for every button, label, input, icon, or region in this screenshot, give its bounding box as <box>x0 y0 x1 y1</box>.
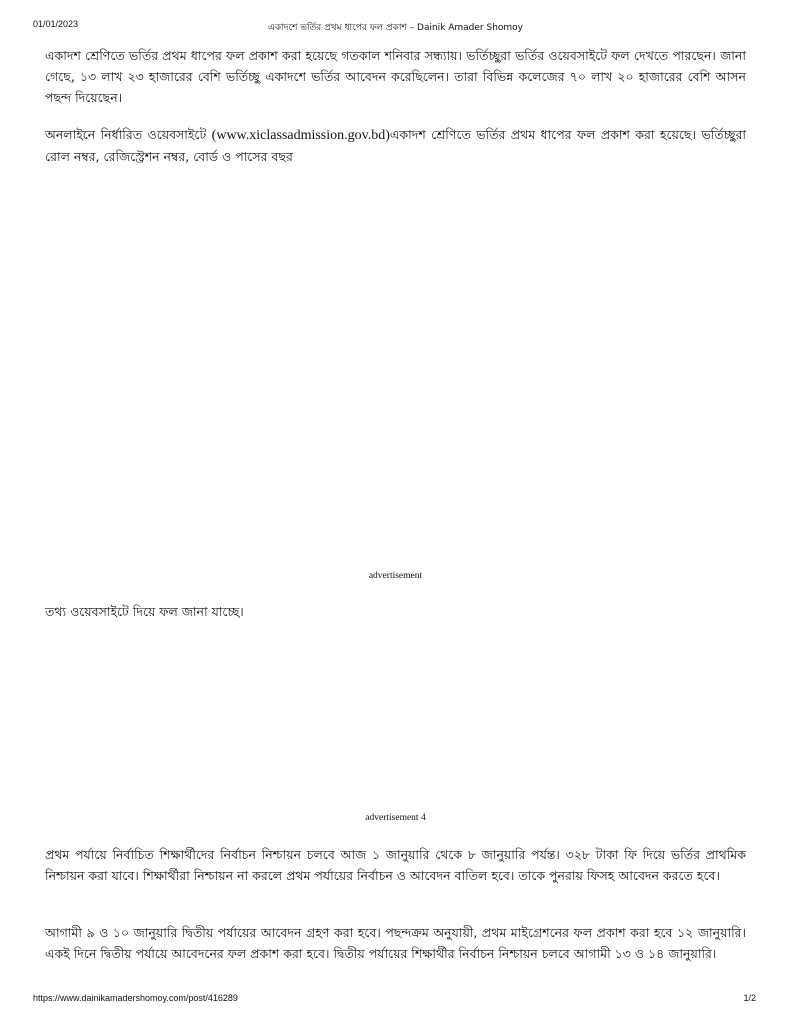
paragraph-2-lead: অনলাইনে নির্ধারিত ওয়েবসাইটে <box>45 127 212 142</box>
advertisement-label-2: advertisement 4 <box>365 813 426 823</box>
article-paragraph-3: তথ্য ওয়েবসাইটে দিয়ে ফল জানা যাচ্ছে। <box>45 604 244 619</box>
paragraph-2-rest: একাদশ শ্রেণিতে ভর্তির প্রথম ধাপের ফল প্রকাশ করা হয়েছে। ভর্তিচ্ছুরা রোল নম্বর, রেজিস্ট্রেশন নম্বর, বোর্ড ও পাসের বছর <box>45 127 746 164</box>
page-number: 1/2 <box>743 993 756 1003</box>
article-paragraph-2 <box>45 124 746 167</box>
advertisement-label: advertisement <box>368 571 423 581</box>
print-date: 01/01/2023 <box>33 19 79 29</box>
print-footer-url: https://www.dainikamadershomoy.com/post/416289 <box>33 993 238 1003</box>
article-paragraph-5: আগামী ৯ ও ১০ জানুয়ারি দ্বিতীয় পর্যায়ের আবেদন গ্রহণ করা হবে। পছন্দক্রম অনুযায়ী, প্রথম মাইগ্রেশনের ফল প্রকাশ করা হবে ১২ জানুয়ারি। একই দিনে দ্বিতীয় পর্যায়ে আবেদনের ফল প্রকাশ করা হবে। দ্বিতীয় পর্যায়ের শিক্ষার্থীর নির্বাচন নিশ্চায়ন চলবে আগামী ১৩ ও ১৪ জানুয়ারি। <box>45 925 746 961</box>
article-paragraph-4: প্রথম পর্যায়ে নির্বাচিত শিক্ষার্থীদের নির্বাচন নিশ্চায়ন চলবে আজ ১ জানুয়ারি থেকে ৮ জানুয়ারি পর্যন্ত। ৩২৮ টাকা ফি দিয়ে ভর্তির প্রাথমিক নিশ্চায়ন করা যাবে। শিক্ষার্থীরা নিশ্চায়ন না করলে প্রথম পর্যায়ের নির্বাচন ও আবেদন বাতিল হবে। তাকে পুনরায় ফিসহ আবেদন করতে হবে। <box>45 847 746 883</box>
admission-website-link[interactable]: (www.xiclassadmission.gov.bd) <box>211 128 390 143</box>
print-header-title: একাদশে ভর্তির প্রথম ধাপের ফল প্রকাশ – Dainik Amader Shomoy <box>267 23 524 33</box>
article-paragraph-1: একাদশ শ্রেণিতে ভর্তির প্রথম ধাপের ফল প্রকাশ করা হয়েছে গতকাল শনিবার সন্ধ্যায়। ভর্তিচ্ছুরা ভর্তির ওয়েবসাইটে ফল দেখতে পারছেন। জানা গেছে, ১৩ লাখ ২৩ হাজারের বেশি ভর্তিচ্ছু একাদশে ভর্তির আবেদন করেছিলেন। তারা বিভিন্ন কলেজের ৭০ লাখ ২০ হাজারের বেশি আসন পছন্দ দিয়েছেন। <box>45 48 746 105</box>
